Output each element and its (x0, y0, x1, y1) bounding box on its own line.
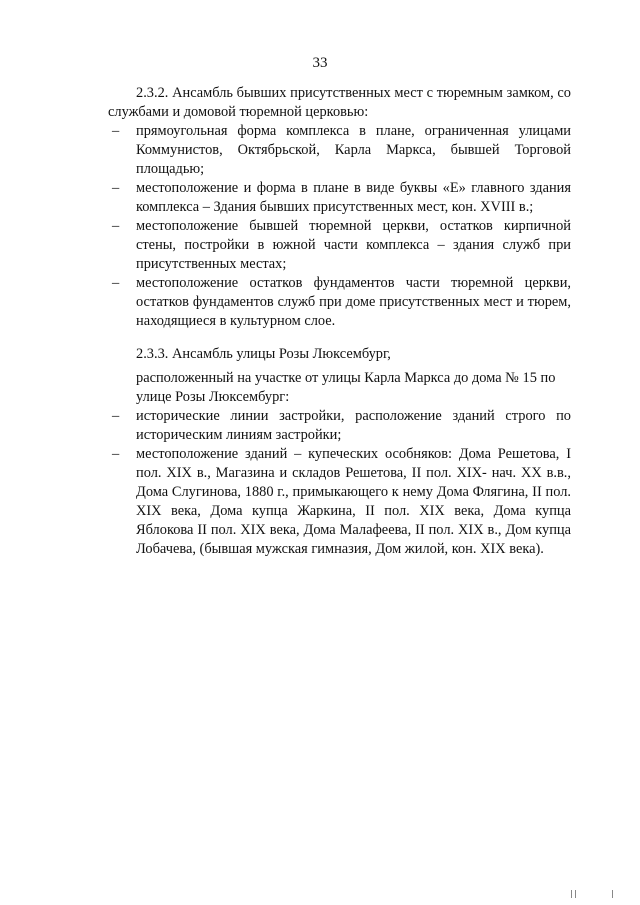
subheading-line: расположенный на участке от улицы Карла Маркса до дома № 15 по (136, 370, 556, 386)
list-item-text: исторические линии застройки, расположение зданий строго по историческим линиям застройки; (136, 408, 571, 443)
list-item (108, 407, 571, 445)
list-item (108, 217, 571, 274)
list-item-text: прямоугольная форма комплекса в плане, ограниченная улицами Коммунистов, Октябрьской, Карла Маркса, бывшей Торговой площадью; (136, 123, 571, 177)
list-item-text: местоположение зданий – купеческих особняков: Дома Решетова, I пол. XIX в., Магазина и складов Решетова, II пол. XIX- нач. XX в.в., Дома Слугинова, 1880 г., примыкающего к нему Дома Флягина, II пол. XIX века, Дома купца Жаркина, II пол. XIX века, Дома купца Яблокова II пол. XIX века, Дома Малафеева, II пол. XIX в., Дом купца Лобачева, (бывшая мужская гимназия, Дом жилой, кон. XIX века). (136, 446, 571, 557)
list-item (108, 122, 571, 179)
list-item-text: местоположение и форма в плане в виде буквы «Е» главного здания комплекса – Здания бывших присутственных мест, кон. XVIII в.; (136, 180, 571, 215)
scan-artifact-mark (612, 890, 613, 898)
section-2-3-3-list (108, 407, 571, 559)
dash-bullet: – (112, 180, 120, 196)
subheading-line: улице Розы Люксембург: (136, 389, 290, 405)
list-item (108, 274, 571, 331)
list-item (108, 445, 571, 559)
list-item (108, 179, 571, 217)
page-number: 33 (312, 55, 328, 71)
dash-bullet: – (112, 218, 120, 234)
dash-bullet: – (112, 123, 120, 139)
scan-artifact-mark (575, 890, 576, 898)
section-2-3-3-subheading (108, 369, 571, 407)
list-item-text: местоположение остатков фундаментов части тюремной церкви, остатков фундаментов служб при доме присутственных мест и тюрем, находящиеся в культурном слое. (136, 275, 571, 329)
scan-artifact-mark (571, 890, 572, 898)
dash-bullet: – (112, 275, 120, 291)
section-2-3-2-list (108, 122, 571, 331)
dash-bullet: – (112, 446, 120, 462)
dash-bullet: – (112, 408, 120, 424)
document-body (108, 84, 571, 559)
list-item-text: местоположение бывшей тюремной церкви, остатков кирпичной стены, постройки в южной части комплекса – здания служб при присутственных местах; (136, 218, 571, 272)
section-2-3-3-heading: 2.3.3. Ансамбль улицы Розы Люксембург, (136, 346, 391, 362)
section-2-3-2-heading: 2.3.2. Ансамбль бывших присутственных мест с тюремным замком, со службами и домовой тюремной церковью: (108, 85, 571, 120)
